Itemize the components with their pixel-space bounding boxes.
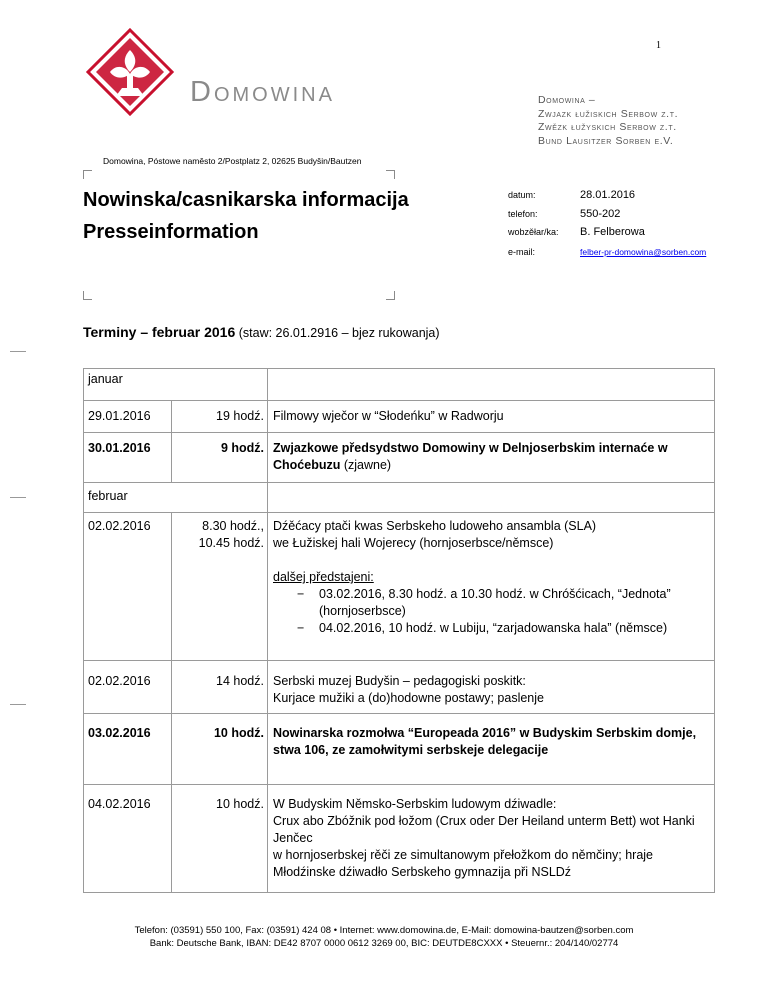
table-row: [84, 483, 715, 513]
event-cell: W Budyskim Němsko-Serbskim ludowym dźiwadle: Crux abo Zbóžnik pod łožom (Crux oder Der Heiland unterm Bett) wot Hanki Jenčec w hornjoserbskej rěči ze simultanowym přełožkom do němčiny; hraje Młodźinske dźiwadło Serbskeho gymnazija při NSLDź: [268, 785, 715, 893]
domowina-logo: [86, 28, 174, 116]
time-cell: 14 hodź.: [172, 661, 268, 714]
table-row: [84, 369, 715, 401]
footer-bank: Bank: Deutsche Bank, IBAN: DE42 8707 0000 0612 3269 00, BIC: DEUTDE8CXXX • Steuernr.: 204/140/02774: [149, 938, 619, 949]
page-number: 1: [656, 40, 661, 51]
time-cell: 19 hodź.: [172, 401, 268, 433]
date-cell: 04.02.2016: [84, 785, 172, 893]
month-label: februar: [88, 489, 128, 503]
email-label: e-mail:: [508, 247, 536, 257]
org-line: Zwězk łužyskich Serbow z.t.: [538, 121, 677, 133]
margin-mark: [10, 497, 26, 498]
table-row: [84, 401, 715, 433]
event-cell: Zwjazkowe předsydstwo Domowiny w Delnjoserbskim internaće w Choćebuzu (zjawne): [268, 433, 715, 483]
event-cell: Dźěćacy ptači kwas Serbskeho ludoweho ansambla (SLA) we Łužiskej hali Wojerecy (hornjoserbsce/němsce) dalšej předstajeni: − 03.02.2016, 8.30 hodź. a 10.30 hodź. w Chróšćicach, “Jednota” (hornjoserbsce) − 04.02.2016, 10 hodź. w Lubiju, “zarjadowanska hala” (němsce): [268, 513, 715, 661]
list-item: − 04.02.2016, 10 hodź. w Lubiju, “zarjadowanska hala” (němsce): [297, 620, 708, 637]
table-row: [84, 661, 715, 714]
table-row: [84, 785, 715, 893]
event-cell: Filmowy wječor w “Słodeńku” w Radworju: [268, 401, 715, 433]
margin-mark: [10, 351, 26, 352]
corner-mark: [386, 291, 395, 300]
corner-mark: [83, 291, 92, 300]
list-item: − 03.02.2016, 8.30 hodź. a 10.30 hodź. w Chróšćicach, “Jednota” (hornjoserbsce): [297, 586, 708, 620]
heading-bold: Terminy – februar 2016: [83, 324, 236, 340]
date-cell: 03.02.2016: [84, 714, 172, 785]
event-cell: Serbski muzej Budyšin – pedagogiski poskitk: Kurjace mužiki a (do)hodowne postawy; paslenje: [268, 661, 715, 714]
author-label: wobzěłar/ka:: [508, 227, 559, 237]
date-cell: 30.01.2016: [84, 433, 172, 483]
more-dates-label: dalšej předstajeni:: [273, 570, 374, 584]
date-cell: 02.02.2016: [84, 513, 172, 661]
margin-mark: [10, 704, 26, 705]
organisation-block: [538, 94, 678, 148]
org-line: Domowina –: [538, 94, 596, 106]
corner-mark: [83, 170, 92, 179]
brand-wordmark: Domowina: [190, 76, 335, 108]
table-row: [84, 513, 715, 661]
time-cell: 9 hodź.: [172, 433, 268, 483]
datum-label: datum:: [508, 190, 536, 200]
page-title: Nowinska/casnikarska informacija: [83, 189, 409, 211]
email-link[interactable]: felber-pr-domowina@sorben.com: [580, 247, 707, 257]
footer: [0, 924, 768, 950]
page-subtitle: Presseinformation: [83, 221, 259, 243]
month-header: [84, 369, 268, 401]
telefon-value: 550-202: [580, 208, 621, 220]
table-row: [84, 433, 715, 483]
schedule-heading: [83, 324, 440, 340]
month-label: januar: [88, 372, 123, 386]
corner-mark: [386, 170, 395, 179]
org-line: Bund Lausitzer Sorben e.V.: [538, 134, 674, 147]
time-cell: 10 hodź.: [172, 785, 268, 893]
org-line: Zwjazk łužiskich Serbow z.t.: [538, 107, 679, 120]
event-cell: Nowinarska rozmołwa “Europeada 2016” w Budyskim Serbskim domje, stwa 106, ze zamołwitymi serbskeje delegacije: [268, 714, 715, 785]
date-cell: 29.01.2016: [84, 401, 172, 433]
datum-value: 28.01.2016: [580, 189, 636, 201]
time-cell: 8.30 hodź., 10.45 hodź.: [172, 513, 268, 661]
footer-contact: Telefon: (03591) 550 100, Fax: (03591) 424 08 • Internet: www.domowina.de, E-Mail: domowina-bautzen@sorben.com: [134, 925, 634, 936]
author-value: B. Felberowa: [580, 226, 645, 238]
heading-note: (staw: 26.01.2916 – bjez rukowanja): [235, 326, 440, 340]
table-row: [84, 714, 715, 785]
sender-address: Domowina, Póstowe naměsto 2/Postplatz 2, 02625 Budyšin/Bautzen: [103, 156, 362, 166]
schedule-table: [83, 368, 715, 893]
month-header: [84, 483, 268, 513]
time-cell: 10 hodź.: [172, 714, 268, 785]
date-cell: 02.02.2016: [84, 661, 172, 714]
telefon-label: telefon:: [508, 209, 538, 219]
more-dates-list: [273, 586, 708, 637]
